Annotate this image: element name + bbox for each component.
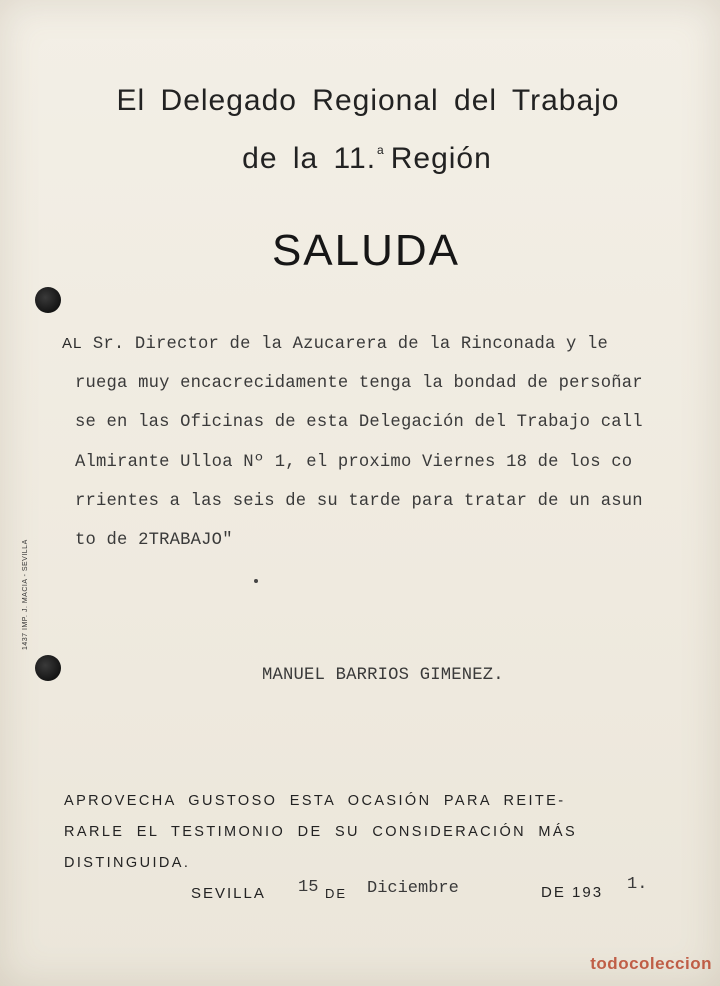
printer-mark: 1437 IMP. J. MACIA - SEVILLA xyxy=(22,539,29,650)
watermark: todocoleccion xyxy=(590,954,712,973)
region-heading-post: Región xyxy=(390,142,492,175)
date-city: SEVILLA xyxy=(191,885,266,902)
body-line-2: ruega muy encacrecidamente tenga la bondad de persoñar xyxy=(75,374,643,393)
body-line-1-text: Sr. Director de la Azucarera de la Rinconada y le xyxy=(92,335,609,354)
body-line-1 xyxy=(62,335,608,354)
date-de-label: DE xyxy=(325,886,348,901)
closing-line-2: RARLE EL TESTIMONIO DE SU CONSIDERACIÓN MÁS xyxy=(64,824,578,840)
saluda-title: SALUDA xyxy=(271,226,461,275)
signer-name: MANUEL BARRIOS GIMENEZ. xyxy=(262,666,504,685)
region-heading-pre: de la 11. xyxy=(242,142,377,175)
body-line-5: rrientes a las seis de su tarde para tratar de un asun xyxy=(75,492,643,511)
printed-al: AL xyxy=(62,335,83,352)
body-line-4: Almirante Ulloa Nº 1, el proximo Viernes 18 de los co xyxy=(75,453,633,472)
closing-line-3: DISTINGUIDA. xyxy=(64,855,191,871)
date-year-label: DE 193 xyxy=(541,884,604,901)
body-line-3: se en las Oficinas de esta Delegación del Trabajo call xyxy=(75,413,643,432)
punch-hole-bottom xyxy=(35,655,61,681)
punch-hole-top xyxy=(35,287,61,313)
ink-dot xyxy=(254,579,258,583)
closing-line-1: APROVECHA GUSTOSO ESTA OCASIÓN PARA REITE- xyxy=(64,793,566,809)
date-month: Diciembre xyxy=(367,879,459,898)
issuer-heading: El Delegado Regional del Trabajo xyxy=(116,84,620,117)
date-day: 15 xyxy=(298,878,319,897)
body-line-6: to de 2TRABAJO" xyxy=(75,531,233,550)
region-heading-superscript: a xyxy=(377,143,385,157)
date-year-digit: 1. xyxy=(627,875,648,894)
region-heading xyxy=(0,142,720,176)
